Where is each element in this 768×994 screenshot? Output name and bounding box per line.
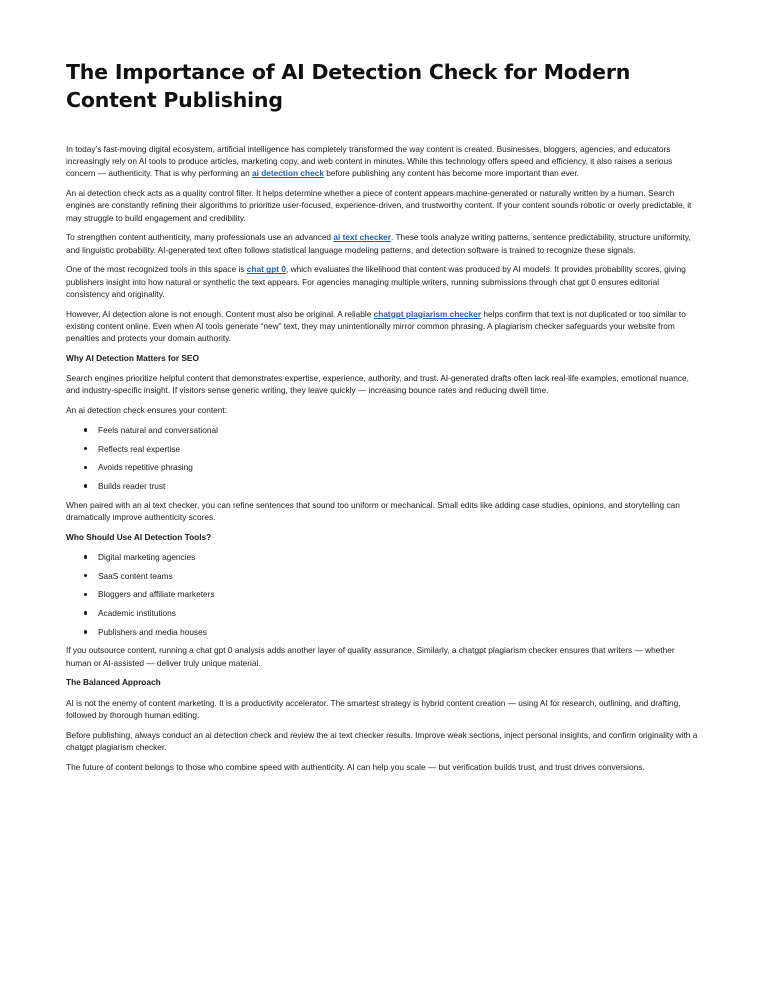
article-title: The Importance of AI Detection Check for Modern Content Publishing bbox=[66, 60, 631, 112]
text-span: In today’s fast-moving digital ecosystem, artificial intelligence has completely transformed the way content is created. Businesses, bloggers, agencies, and educators increasingly rely on AI tools to produce articles, marketing copy, and web content in minutes. While this technology offers speed and efficiency, it also raises a serious concern — authenticity. That is why performing an bbox=[66, 144, 673, 179]
paragraph-refine: When paired with an ai text checker, you can refine sentences that sound too uniform or mechanical. Small edits like adding case studies, opinions, and storytelling can dramatically improve authenticity scores. bbox=[66, 499, 680, 522]
list-item: Builds reader trust bbox=[66, 480, 702, 492]
text-span: , which evaluates the likelihood that content was produced by AI models. It provides probability scores, giving publishers insight into how natural or synthetic the text appears. For agencies managing multiple writers, running submissions through chat gpt 0 ensures editorial consistency and originality. bbox=[66, 264, 686, 299]
paragraph-intro bbox=[66, 143, 702, 180]
link-ai-detection-check[interactable]: ai detection check bbox=[252, 168, 324, 179]
paragraph-chat-gpt-0 bbox=[66, 263, 702, 300]
paragraph-future: The future of content belongs to those who combine speed with authenticity. AI can help you scale — but verification builds trust, and trust drives conversions. bbox=[66, 761, 645, 772]
text-span: To strengthen content authenticity, many professionals use an advanced bbox=[66, 232, 334, 243]
paragraph-seo: Search engines prioritize helpful content that demonstrates expertise, experience, authority, and trust. AI-generated drafts often lack real-life examples, emotional nuance, and industry-specific insight. If visitors sense generic writing, they leave quickly — increasing bounce rates and reducing dwell time. bbox=[66, 373, 689, 396]
list-item: Feels natural and conversational bbox=[66, 424, 702, 436]
list-item: Digital marketing agencies bbox=[66, 551, 702, 563]
text-span: before publishing any content has become more important than ever. bbox=[323, 168, 579, 179]
link-chat-gpt-0[interactable]: chat gpt 0 bbox=[246, 264, 286, 275]
link-ai-text-checker[interactable]: ai text checker bbox=[333, 232, 392, 243]
list-item: Academic institutions bbox=[66, 607, 702, 619]
paragraph-not-enemy: AI is not the enemy of content marketing. It is a productivity accelerator. The smartest strategy is hybrid content creation — using AI for research, outlining, and drafting, followed by thorough human editing. bbox=[66, 697, 681, 720]
paragraph-authenticity bbox=[66, 231, 702, 255]
section-heading-balanced: The Balanced Approach bbox=[66, 677, 161, 688]
list-item: Avoids repetitive phrasing bbox=[66, 461, 702, 473]
paragraph-outsource: If you outsource content, running a chat gpt 0 analysis adds another layer of quality assurance. Similarly, a chatgpt plagiarism checker ensures that writers — whether human or AI-assisted — deliver truly unique material. bbox=[66, 645, 675, 668]
list-benefits bbox=[66, 424, 702, 492]
paragraph-ensures: An ai detection check ensures your content: bbox=[66, 405, 227, 416]
list-item: SaaS content teams bbox=[66, 570, 702, 582]
paragraph-plagiarism bbox=[66, 308, 702, 345]
list-item: Bloggers and affiliate marketers bbox=[66, 588, 702, 600]
text-span: helps confirm that text is not duplicated or too similar to existing content online. Even when AI tools generate “new” text, they may unintentionally mirror common phrasing. A plagiarism checker safeguards your website from penalties and protects your domain authority. bbox=[66, 308, 686, 344]
text-span: . These tools analyze writing patterns, sentence predictability, structure uniformity, and linguistic probability. AI-generated text often follows statistical language modeling patterns, and detection software is trained to recognize these signals. bbox=[66, 232, 691, 255]
section-heading-seo: Why AI Detection Matters for SEO bbox=[66, 352, 199, 363]
text-span: One of the most recognized tools in this space is bbox=[66, 264, 247, 275]
paragraph-before-publishing: Before publishing, always conduct an ai detection check and review the ai text checker results. Improve weak sections, inject personal insights, and confirm originality with a chatgpt plagiarism checker. bbox=[66, 729, 698, 752]
text-span: However, AI detection alone is not enough. Content must also be original. A reliable bbox=[66, 308, 374, 319]
list-item: Reflects real expertise bbox=[66, 443, 702, 455]
section-heading-who: Who Should Use AI Detection Tools? bbox=[66, 531, 212, 542]
paragraph-quality-filter: An ai detection check acts as a quality control filter. It helps determine whether a piece of content appears machine-generated or naturally written by a human. Search engines are constantly refining their algorithms to prioritize user-focused, experience-driven, and trustworthy content. If your content sounds robotic or overly predictable, it may struggle to build engagement and credibility. bbox=[66, 188, 692, 223]
list-audiences bbox=[66, 551, 702, 638]
link-chatgpt-plagiarism-checker[interactable]: chatgpt plagiarism checker bbox=[373, 308, 482, 319]
list-item: Publishers and media houses bbox=[66, 626, 702, 638]
